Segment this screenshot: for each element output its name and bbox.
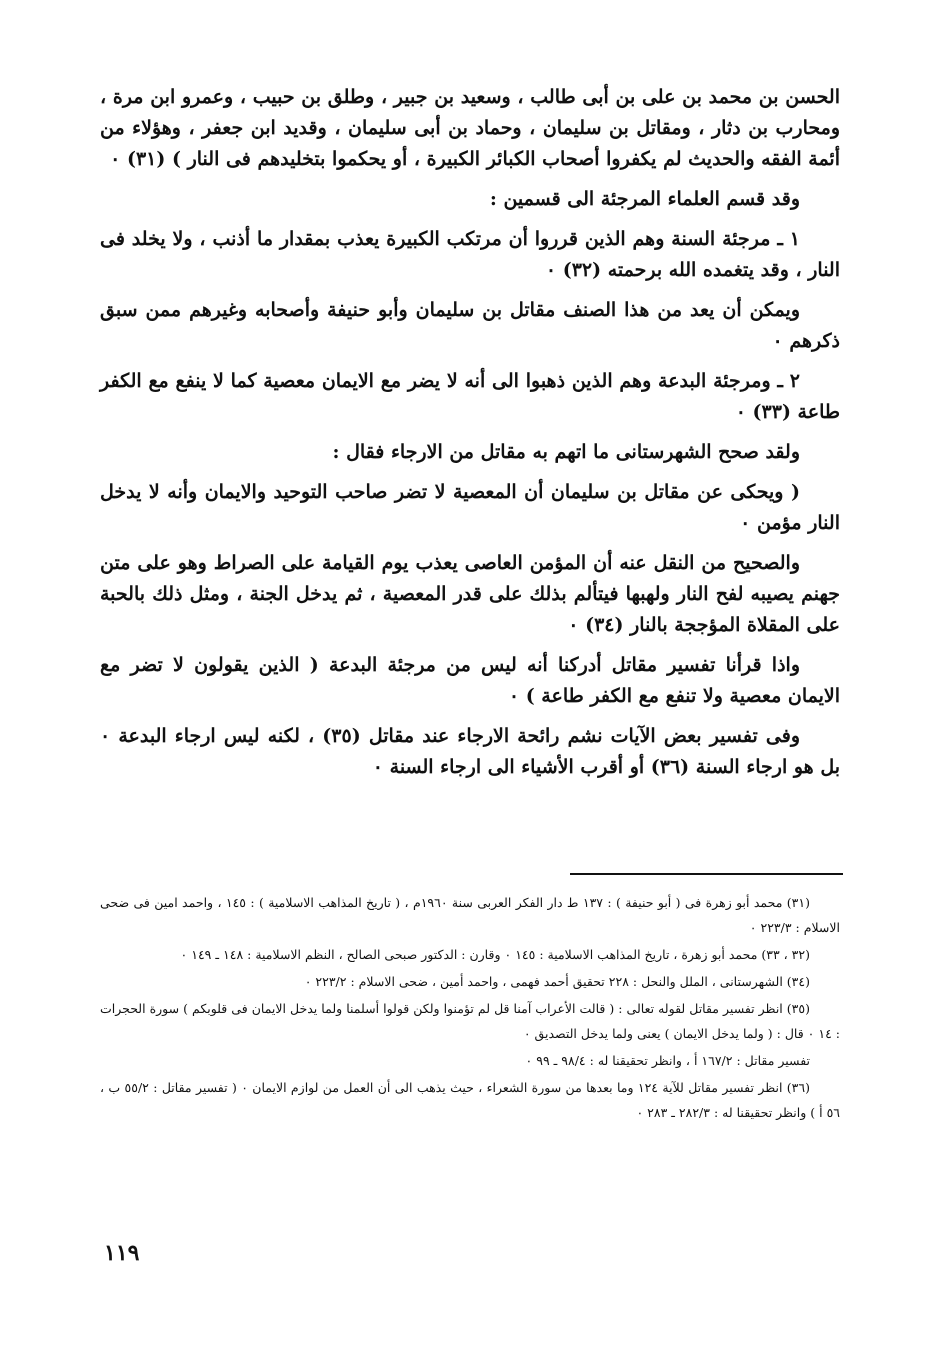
- footnote-34: (٣٤) الشهرستانى ، الملل والنحل : ٢٢٨ تحقيق أحمد فهمى ، واحمد أمين ، ضحى الاسلام : ٢٢٣/٢ ٠: [304, 974, 810, 989]
- paragraph-1: الحسن بن محمد بن على بن أبى طالب ، وسعيد بن جبير ، وطلق بن حبيب ، وعمرو ابن مرة ، ومحارب بن دثار ، ومقاتل بن سليمان ، وحماد بن أبى سليمان ، وقديد ابن جعفر ، وهؤلاء من أئمة الفقه والحديث لم يكفروا أصحاب الكبائر الكبيرة ، أو يحكموا بتخليدهم فى النار ) (٣١) ٠: [100, 86, 840, 170]
- footnote-35-continued: تفسير مقاتل : ١٦٧/٢ أ ، وانظر تحقيقنا له : ٩٨/٤ ـ ٩٩ ٠: [525, 1053, 810, 1068]
- paragraph-7: ( ويحكى عن مقاتل بن سليمان أن المعصية لا تضر صاحب التوحيد والايمان وأنه لا يدخل النار مؤمن ٠: [100, 481, 840, 534]
- footnote-36: (٣٦) انظر تفسير مقاتل للآية ١٢٤ وما بعدها من سورة الشعراء ، حيث يذهب الى أن العمل من لوازم الايمان ٠ ( تفسير مقاتل : ٥٥/٢ ب ، ٥٦ أ ) وانظر تحقيقنا له : ٢٨٢/٣ ـ ٢٨٣ ٠: [100, 1080, 840, 1120]
- footnote-divider: [570, 873, 843, 875]
- paragraph-4: ويمكن أن يعد من هذا الصنف مقاتل بن سليمان وأبو حنيفة وأصحابه وغيرهم ممن سبق ذكرهم ٠: [100, 299, 840, 352]
- paragraph-6: ولقد صحح الشهرستانى ما اتهم به مقاتل من الارجاء فقال :: [332, 441, 800, 463]
- footnotes: [100, 890, 840, 1127]
- paragraph-3: ١ ـ مرجئة السنة وهم الذين قرروا أن مرتكب الكبيرة يعذب بمقدار ما أذنب ، ولا يخلد فى النار ، وقد يتغمده الله برحمته (٣٢) ٠: [100, 228, 840, 281]
- paragraph-5: ٢ ـ ومرجئة البدعة وهم الذين ذهبوا الى أنه لا يضر مع الايمان معصية كما لا ينفع مع الكفر طاعة (٣٣) ٠: [100, 370, 840, 423]
- paragraph-2: وقد قسم العلماء المرجئة الى قسمين :: [489, 188, 800, 210]
- page-number: ١١٩: [104, 1240, 140, 1266]
- paragraph-9: واذا قرأنا تفسير مقاتل أدركنا أنه ليس من مرجئة البدعة ( الذين يقولون لا تضر مع الايمان معصية ولا تنفع مع الكفر طاعة ) ٠: [100, 654, 840, 707]
- paragraph-8: والصحيح من النقل عنه أن المؤمن العاصى يعذب يوم القيامة على الصراط وهو على متن جهنم يصيبه لفح النار ولهبها فيتألم بذلك على قدر المعصية ، ثم يدخل الجنة ، ومثل ذلك بالحبة على المقلاة المؤججة بالنار (٣٤) ٠: [100, 552, 840, 636]
- footnote-31: (٣١) محمد أبو زهرة فى ( أبو حنيفة ) : ١٣٧ ط دار الفكر العربى سنة ١٩٦٠م ، ( تاريخ المذاهب الاسلامية ) : ١٤٥ ، واحمد امين فى ضحى الاسلام : ٢٢٣/٣ ٠: [100, 895, 840, 935]
- footnote-32-33: (٣٢ ، ٣٣) محمد أبو زهرة ، تاريخ المذاهب الاسلامية : ١٤٥ ٠ وقارن : الدكتور صبحى الصالح ، النظم الاسلامية : ١٤٨ ـ ١٤٩ ٠: [180, 947, 810, 962]
- paragraph-10: وفى تفسير بعض الآيات نشم رائحة الارجاء عند مقاتل (٣٥) ، لكنه ليس ارجاء البدعة ٠ بل هو ارجاء السنة (٣٦) أو أقرب الأشياء الى ارجاء السنة ٠: [100, 725, 840, 778]
- footnote-35: (٣٥) انظر تفسير مقاتل لقوله تعالى : ( قالت الأعراب آمنا قل لم تؤمنوا ولكن قولوا أسلمنا ولما يدخل الايمان فى قلوبكم ) سورة الحجرات : ١٤ ٠ قال : ( ولما يدخل الايمان ) يعنى ولما يدخل التصديق ٠: [100, 1001, 840, 1041]
- main-text: [100, 82, 840, 792]
